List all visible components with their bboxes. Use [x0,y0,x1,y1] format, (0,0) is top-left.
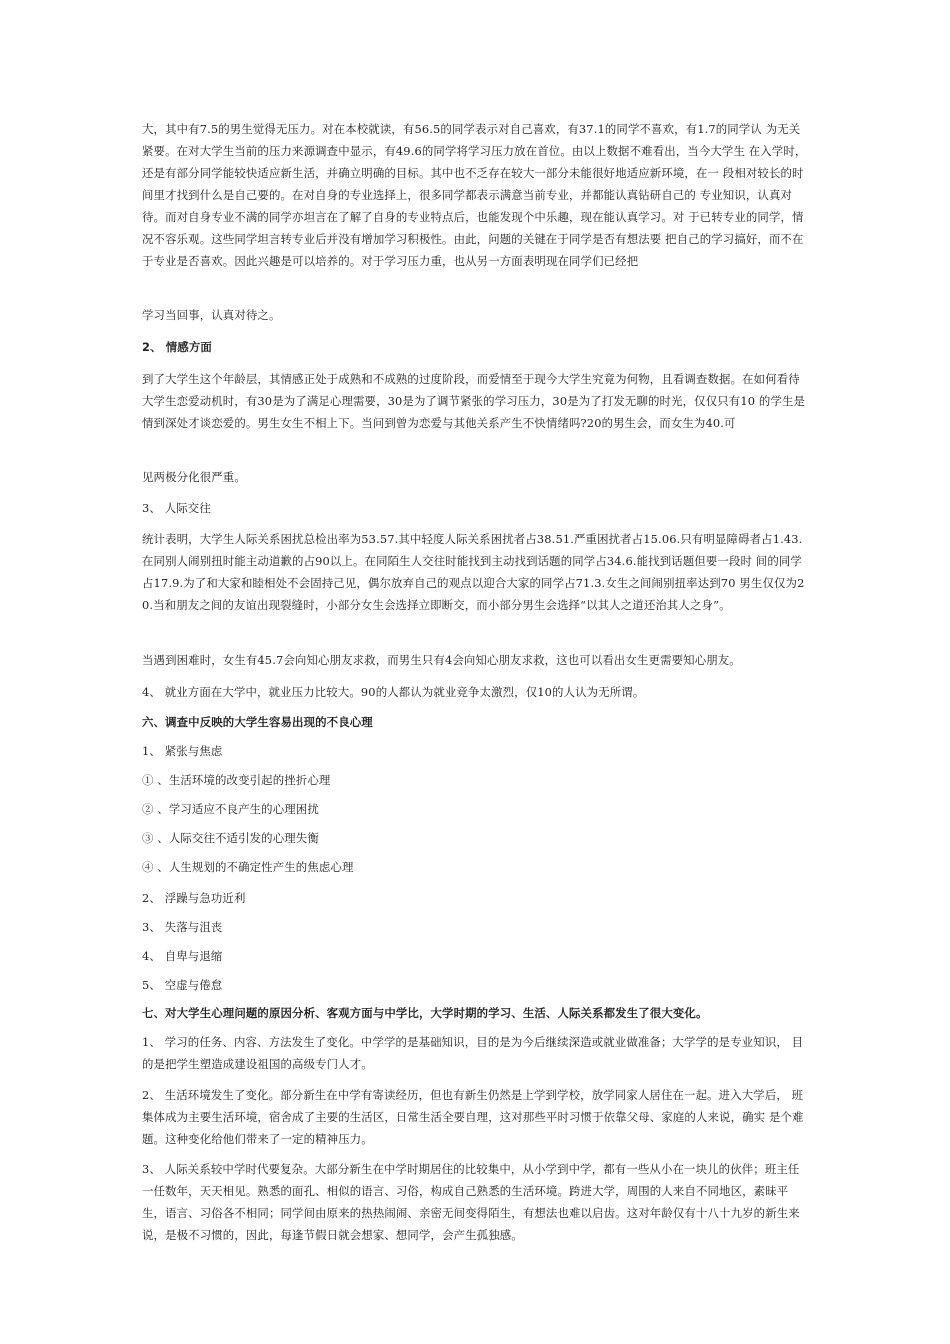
list-item-sub-2: ② 、学习适应不良产生的心理困扰 [142,802,319,816]
heading-emotion: 2、 情感方面 [142,340,212,354]
paragraph-employment: 4、 就业方面在大学中，就业压力比较大。90的人都认为就业竞争太激烈，仅10的人认为无所谓。 [142,685,645,699]
heading-section-6: 六、调查中反映的大学生容易出现的不良心理 [142,715,373,729]
paragraph-interpersonal: 统计表明，大学生人际关系困扰总检出率为53.57.其中轻度人际关系困扰者占38.51.严重困扰者占15.06.只有明显障碍者占1.43.在同别人闹别扭时能主动道歉的占90以上。在同陌生人交往时能找到主动找到话题的同学占34.6.能找到话题但要一段时 间的同学占17.9.为了和大家和睦相处不会固持己见，偶尔放弃自己的观点以迎合大家的同学占71.3.女生之间闹别扭率达到70 男生仅仅为20.当和朋友之间的友谊出现裂缝时，小部分女生会选择立即断交，而小部分男生会选择“以其人之道还治其人之身”。 [142,532,805,612]
list-item-sub-3: ③ 、人际交往不适引发的心理失衡 [142,831,319,845]
list-item-impetuous: 2、 浮躁与急功近利 [142,891,246,905]
list-item-inferiority: 4、 自卑与退缩 [142,949,223,963]
paragraph-cause-1: 1、 学习的任务、内容、方法发生了变化。中学学的是基础知识，目的是为今后继续深造或就业做准备；大学学的是专业知识， 目的是把学生塑造成建设祖国的高级专门人才。 [142,1035,804,1071]
paragraph-study-attitude: 大，其中有7.5的男生觉得无压力。对在本校就读，有56.5的同学表示对自己喜欢，有37.1的同学不喜欢，有1.7的同学认 为无关紧要。在对大学生当前的压力来源调查中显示，有49.6的同学将学习压力放在首位。由以上数据不难看出，当今大学生 在入学时，还是有部分同学能较快适应新生活，并确立明确的目标。其中也不乏存在较大一部分未能很好地适应新环境，在一 段相对较长的时间里才找到什么是自己要的。在对自身的专业选择上，很多同学都表示满意当前专业，并都能认真钻研自己的 专业知识，认真对待。而对自身专业不满的同学亦坦言在了解了自身的专业特点后，也能发现个中乐趣，现在能认真学习。对 于已转专业的同学，情况不容乐观。这些同学坦言转专业后并没有增加学习积极性。由此，问题的关键在于同学是否有想法要 把自己的学习搞好，而不在于专业是否喜欢。因此兴趣是可以培养的。对于学习压力重，也从另一方面表明现在同学们已经把 [142,122,807,268]
paragraph-cause-2: 2、 生活环境发生了变化。部分新生在中学有寄读经历，但也有新生仍然是上学到学校，放学同家人居住在一起。进入大学后， 班集体成为主要生活环境，宿舍成了主要的生活区，日常生活全要自理，这对那些平时习惯于依靠父母、家庭的人来说，确实 是个难题。这种变化给他们带来了一定的精神压力。 [142,1088,804,1146]
heading-section-7: 七、对大学生心理问题的原因分析、客观方面与中学比，大学时期的学习、生活、人际关系都发生了很大变化。 [142,1006,708,1020]
paragraph-cause-3: 3、 人际关系较中学时代要复杂。大部分新生在中学时期居住的比较集中，从小学到中学，都有一些从小在一块儿的伙伴；班主任一任数年，天天相见。熟悉的面孔、相似的语言、习俗，构成自己熟悉的生活环境。跨进大学，周围的人来自不同地区，素昧平生，语言、习俗各不相同；同学间由原来的热热闹闹、亲密无间变得陌生，有想法也难以启齿。这对年龄仅有十八十九岁的新生来说，是极不习惯的，因此，每逢节假日就会想家、想同学，会产生孤独感。 [142,1162,800,1242]
paragraph-emotion-end: 见两极分化很严重。 [142,470,246,484]
heading-interpersonal: 3、 人际交往 [142,501,211,515]
paragraph-difficulty: 当遇到困难时，女生有45.7会向知心朋友求救，而男生只有4会向知心朋友求救，这也可以看出女生更需要知心朋友。 [142,653,741,667]
list-item-emptiness: 5、 空虚与倦怠 [142,978,223,992]
paragraph-emotion: 到了大学生这个年龄层，其情感正处于成熟和不成熟的过度阶段，而爱情至于现今大学生究竟为何物，且看调查数据。在如何看待大学生恋爱动机时，有30是为了满足心理需要，30是为了调节紧张的学习压力，30是为了打发无聊的时光，仅仅只有10 的学生是情到深处才谈恋爱的。男生女生不相上下。当问到曾为恋爱与其他关系产生不快情绪吗?20的男生会，而女生为40.可 [142,372,806,430]
list-item-sub-1: ① 、生活环境的改变引起的挫折心理 [142,773,331,787]
list-item-tension: 1、 紧张与焦虑 [142,744,223,758]
paragraph-study-attitude-end: 学习当回事，认真对待之。 [142,308,281,322]
list-item-sub-4: ④ 、人生规划的不确定性产生的焦虑心理 [142,860,354,874]
list-item-loss: 3、 失落与沮丧 [142,920,223,934]
